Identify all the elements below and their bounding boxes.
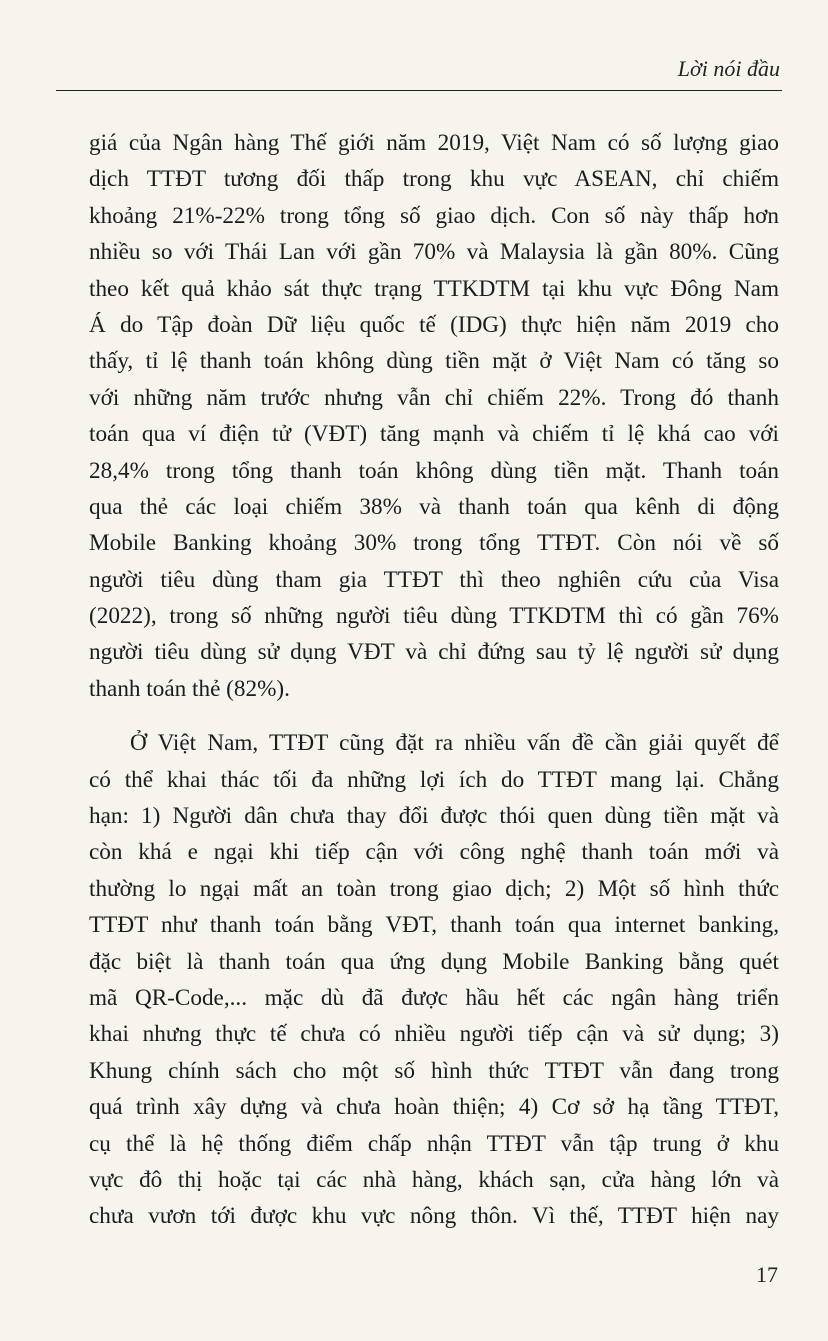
text-line: chưa vươn tới được khu vực nông thôn. Vì thế, TTĐT hiện nay	[89, 1203, 779, 1230]
text-line: giá của Ngân hàng Thế giới năm 2019, Việt Nam có số lượng giao	[89, 130, 779, 156]
text-line: thường lo ngại mất an toàn trong giao dịch; 2) Một số hình thức	[89, 875, 779, 902]
text-line: 28,4% trong tổng thanh toán không dùng tiền mặt. Thanh toán	[89, 457, 779, 484]
page-number: 17	[756, 1262, 778, 1287]
text-line: quá trình xây dựng và chưa hoàn thiện; 4) Cơ sở hạ tầng TTĐT,	[89, 1094, 779, 1121]
text-line: theo kết quả khảo sát thực trạng TTKDTM tại khu vực Đông Nam	[89, 275, 779, 302]
text-line: với những năm trước nhưng vẫn chỉ chiếm 22%. Trong đó thanh	[89, 384, 779, 411]
body-text	[89, 125, 779, 1235]
text-line: khoảng 21%-22% trong tổng số giao dịch. Con số này thấp hơn	[89, 202, 779, 229]
text-line: (2022), trong số những người tiêu dùng TTKDTM thì có gần 76%	[89, 603, 779, 630]
text-line: người tiêu dùng sử dụng VĐT và chỉ đứng sau tỷ lệ người sử dụng	[89, 639, 779, 666]
text-line: mã QR-Code,... mặc dù đã được hầu hết các ngân hàng triển	[89, 984, 779, 1011]
text-line: đặc biệt là thanh toán qua ứng dụng Mobile Banking bằng quét	[89, 948, 779, 975]
paragraph-spacer	[89, 707, 779, 725]
paragraph-1	[89, 125, 779, 707]
text-line: thanh toán thẻ (82%).	[89, 675, 290, 702]
text-line: dịch TTĐT tương đối thấp trong khu vực ASEAN, chỉ chiếm	[89, 166, 779, 193]
text-line: hạn: 1) Người dân chưa thay đổi được thói quen dùng tiền mặt và	[89, 803, 779, 830]
text-line: toán qua ví điện tử (VĐT) tăng mạnh và chiếm tỉ lệ khá cao với	[89, 421, 779, 448]
text-line: TTĐT như thanh toán bằng VĐT, thanh toán qua internet banking,	[89, 912, 779, 939]
text-line: Á do Tập đoàn Dữ liệu quốc tế (IDG) thực hiện năm 2019 cho	[89, 311, 779, 338]
text-line: nhiều so với Thái Lan với gần 70% và Malaysia là gần 80%. Cũng	[89, 239, 779, 266]
header-rule	[56, 90, 782, 91]
paragraph-2	[89, 725, 779, 1234]
text-line: vực đô thị hoặc tại các nhà hàng, khách sạn, cửa hàng lớn và	[89, 1166, 779, 1193]
text-line: cụ thể là hệ thống điểm chấp nhận TTĐT vẫn tập trung ở khu	[89, 1130, 779, 1157]
text-line: qua thẻ các loại chiếm 38% và thanh toán qua kênh di động	[89, 493, 779, 520]
text-line: Khung chính sách cho một số hình thức TTĐT vẫn đang trong	[89, 1057, 779, 1084]
text-line: thấy, tỉ lệ thanh toán không dùng tiền mặt ở Việt Nam có tăng so	[89, 348, 779, 375]
text-line: có thể khai thác tối đa những lợi ích do TTĐT mang lại. Chẳng	[89, 766, 779, 793]
text-line: Mobile Banking khoảng 30% trong tổng TTĐT. Còn nói về số	[89, 530, 779, 557]
text-line: còn khá e ngại khi tiếp cận với công nghệ thanh toán mới và	[89, 839, 779, 866]
text-line: người tiêu dùng tham gia TTĐT thì theo nghiên cứu của Visa	[89, 566, 779, 593]
text-line: khai nhưng thực tế chưa có nhiều người tiếp cận và sử dụng; 3)	[89, 1021, 779, 1048]
text-line: Ở Việt Nam, TTĐT cũng đặt ra nhiều vấn đề cần giải quyết để	[130, 730, 779, 757]
running-header: Lời nói đầu	[677, 56, 780, 81]
